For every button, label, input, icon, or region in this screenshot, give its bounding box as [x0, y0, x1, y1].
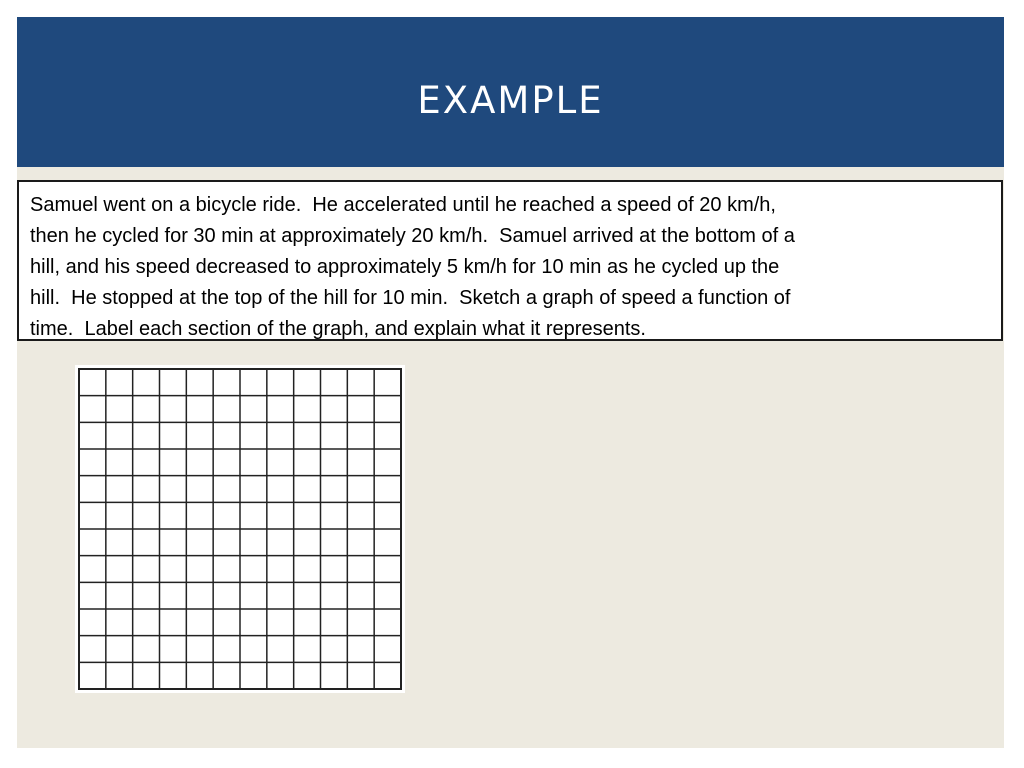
problem-text: Samuel went on a bicycle ride. He accelerated until he reached a speed of 20 km/h, then he cycled for 30 min at approximately 20 km/h. Samuel arrived at the bottom of a hill, and his speed decreased to approximately 5 km/h for 10 min as he cycled up the hill. He stopped at the top of the hill for 10 min. Sketch a graph of speed a function of time. Label each section of the graph, and explain what it represents.: [30, 194, 795, 340]
graph-grid-container: [75, 365, 405, 693]
slide-title: EXAMPLE: [417, 79, 604, 122]
graph-grid: [75, 365, 405, 693]
title-band: [17, 17, 1004, 167]
problem-text-box: [17, 180, 1003, 341]
